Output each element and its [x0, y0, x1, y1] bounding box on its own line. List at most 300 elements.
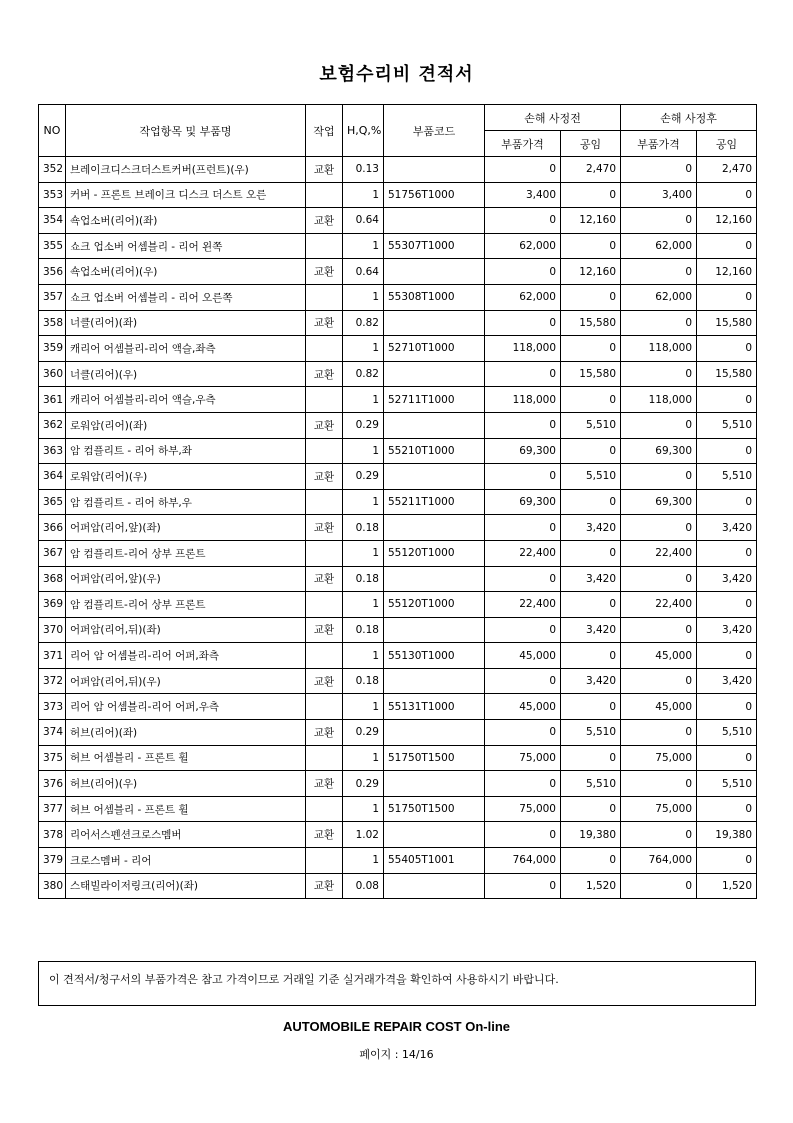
document-title: 보험수리비 견적서 [319, 64, 474, 85]
row-work: 교환 [306, 771, 343, 797]
row-after-labor: 0 [697, 592, 757, 618]
row-before-part-price: 0 [485, 873, 561, 899]
row-after-part-price: 0 [621, 464, 697, 490]
row-after-labor: 19,380 [697, 822, 757, 848]
row-before-labor: 3,420 [561, 566, 621, 592]
table-row [39, 387, 757, 413]
row-work [306, 694, 343, 720]
row-part-code: 55130T1000 [384, 643, 485, 669]
row-before-labor: 0 [561, 694, 621, 720]
row-no: 376 [39, 771, 66, 797]
row-work [306, 233, 343, 259]
row-item-name: 리어 암 어셈블리-리어 어퍼,좌측 [66, 643, 306, 669]
row-after-part-price: 45,000 [621, 643, 697, 669]
row-before-labor: 0 [561, 233, 621, 259]
row-no: 372 [39, 668, 66, 694]
row-after-part-price: 75,000 [621, 796, 697, 822]
row-before-labor: 5,510 [561, 464, 621, 490]
row-item-name: 캐리어 어셈블리-리어 액슬,좌측 [66, 336, 306, 362]
row-after-labor: 3,420 [697, 617, 757, 643]
row-before-part-price: 0 [485, 566, 561, 592]
row-before-part-price: 69,300 [485, 438, 561, 464]
row-no: 359 [39, 336, 66, 362]
row-after-part-price: 62,000 [621, 233, 697, 259]
row-before-labor: 0 [561, 387, 621, 413]
row-item-name: 어퍼암(리어,앞)(우) [66, 566, 306, 592]
row-after-labor: 3,420 [697, 515, 757, 541]
row-work: 교환 [306, 720, 343, 746]
row-after-labor: 0 [697, 796, 757, 822]
header-after-part-price: 부품가격 [621, 131, 697, 157]
row-before-labor: 3,420 [561, 668, 621, 694]
row-item-name: 로워암(리어)(좌) [66, 412, 306, 438]
row-item-name: 리어 암 어셈블리-리어 어퍼,우측 [66, 694, 306, 720]
table-row [39, 540, 757, 566]
row-after-labor: 0 [697, 643, 757, 669]
table-row [39, 412, 757, 438]
row-before-labor: 0 [561, 643, 621, 669]
row-item-name: 로워암(리어)(우) [66, 464, 306, 490]
row-after-part-price: 0 [621, 361, 697, 387]
row-before-labor: 0 [561, 336, 621, 362]
table-row [39, 464, 757, 490]
table-row [39, 566, 757, 592]
row-before-labor: 0 [561, 796, 621, 822]
row-work: 교환 [306, 515, 343, 541]
row-before-labor: 3,420 [561, 617, 621, 643]
row-no: 364 [39, 464, 66, 490]
row-before-labor: 2,470 [561, 157, 621, 183]
row-before-labor: 12,160 [561, 208, 621, 234]
row-after-labor: 0 [697, 284, 757, 310]
row-no: 357 [39, 284, 66, 310]
row-before-labor: 15,580 [561, 361, 621, 387]
row-after-labor: 0 [697, 540, 757, 566]
row-after-part-price: 764,000 [621, 848, 697, 874]
row-item-name: 어퍼암(리어,뒤)(좌) [66, 617, 306, 643]
row-item-name: 어퍼암(리어,뒤)(우) [66, 668, 306, 694]
row-after-labor: 1,520 [697, 873, 757, 899]
row-no: 356 [39, 259, 66, 285]
row-part-code: 55131T1000 [384, 694, 485, 720]
row-before-part-price: 45,000 [485, 643, 561, 669]
row-before-part-price: 22,400 [485, 540, 561, 566]
row-after-part-price: 3,400 [621, 182, 697, 208]
row-before-labor: 1,520 [561, 873, 621, 899]
row-part-code: 55120T1000 [384, 592, 485, 618]
row-work [306, 284, 343, 310]
table-row [39, 182, 757, 208]
row-after-part-price: 22,400 [621, 592, 697, 618]
row-after-labor: 0 [697, 387, 757, 413]
row-after-labor: 3,420 [697, 566, 757, 592]
row-after-part-price: 0 [621, 720, 697, 746]
table-row [39, 822, 757, 848]
table-row [39, 310, 757, 336]
row-before-labor: 0 [561, 438, 621, 464]
row-item-name: 커버 - 프론트 브레이크 디스크 더스트 오른 [66, 182, 306, 208]
row-part-code: 55307T1000 [384, 233, 485, 259]
row-after-labor: 0 [697, 336, 757, 362]
row-item-name: 너클(리어)(좌) [66, 310, 306, 336]
row-work: 교환 [306, 259, 343, 285]
row-work: 교환 [306, 157, 343, 183]
row-hq: 1 [343, 489, 384, 515]
table-row [39, 259, 757, 285]
row-before-labor: 0 [561, 182, 621, 208]
row-no: 377 [39, 796, 66, 822]
row-part-code: 55211T1000 [384, 489, 485, 515]
row-before-part-price: 22,400 [485, 592, 561, 618]
row-after-part-price: 0 [621, 259, 697, 285]
row-hq: 1 [343, 336, 384, 362]
row-before-part-price: 0 [485, 157, 561, 183]
row-before-part-price: 3,400 [485, 182, 561, 208]
row-item-name: 쇼크 업소버 어셈블리 - 리어 왼쪽 [66, 233, 306, 259]
table-row [39, 720, 757, 746]
row-work [306, 745, 343, 771]
row-part-code [384, 515, 485, 541]
row-hq: 0.13 [343, 157, 384, 183]
row-before-labor: 0 [561, 284, 621, 310]
row-item-name: 허브(리어)(우) [66, 771, 306, 797]
row-hq: 1 [343, 643, 384, 669]
row-before-part-price: 0 [485, 464, 561, 490]
row-item-name: 캐리어 어셈블리-리어 액슬,우측 [66, 387, 306, 413]
row-part-code [384, 361, 485, 387]
header-before-part-price: 부품가격 [485, 131, 561, 157]
table-row [39, 233, 757, 259]
row-part-code [384, 412, 485, 438]
row-hq: 1 [343, 233, 384, 259]
table-row [39, 796, 757, 822]
row-part-code [384, 873, 485, 899]
row-part-code [384, 566, 485, 592]
row-after-labor: 12,160 [697, 259, 757, 285]
row-part-code [384, 157, 485, 183]
row-after-part-price: 0 [621, 617, 697, 643]
row-item-name: 허브 어셈블리 - 프론트 휠 [66, 745, 306, 771]
row-hq: 1 [343, 182, 384, 208]
row-before-labor: 0 [561, 592, 621, 618]
row-work [306, 336, 343, 362]
row-item-name: 허브(리어)(좌) [66, 720, 306, 746]
table-row [39, 336, 757, 362]
row-before-part-price: 0 [485, 208, 561, 234]
row-after-labor: 5,510 [697, 771, 757, 797]
header-code: 부품코드 [384, 105, 485, 157]
row-after-labor: 5,510 [697, 412, 757, 438]
row-after-part-price: 118,000 [621, 387, 697, 413]
header-before-labor: 공임 [561, 131, 621, 157]
row-no: 367 [39, 540, 66, 566]
row-work [306, 848, 343, 874]
footer-brand: AUTOMOBILE REPAIR COST On-line [282, 1019, 511, 1034]
row-hq: 0.29 [343, 464, 384, 490]
row-after-labor: 15,580 [697, 361, 757, 387]
row-part-code [384, 668, 485, 694]
table-row [39, 694, 757, 720]
row-hq: 0.18 [343, 617, 384, 643]
row-no: 378 [39, 822, 66, 848]
row-before-labor: 0 [561, 745, 621, 771]
row-hq: 0.08 [343, 873, 384, 899]
row-part-code: 55210T1000 [384, 438, 485, 464]
row-item-name: 리어서스펜션크로스멤버 [66, 822, 306, 848]
row-after-labor: 12,160 [697, 208, 757, 234]
row-hq: 1 [343, 540, 384, 566]
row-no: 358 [39, 310, 66, 336]
table-row [39, 771, 757, 797]
row-hq: 0.18 [343, 566, 384, 592]
row-part-code: 51750T1500 [384, 745, 485, 771]
row-item-name: 쇽업소버(리어)(좌) [66, 208, 306, 234]
row-part-code [384, 822, 485, 848]
row-work: 교환 [306, 668, 343, 694]
row-no: 373 [39, 694, 66, 720]
row-part-code: 55405T1001 [384, 848, 485, 874]
table-row [39, 157, 757, 183]
row-before-part-price: 118,000 [485, 387, 561, 413]
row-before-part-price: 45,000 [485, 694, 561, 720]
row-hq: 0.64 [343, 259, 384, 285]
row-after-labor: 2,470 [697, 157, 757, 183]
row-before-part-price: 0 [485, 259, 561, 285]
row-part-code [384, 771, 485, 797]
row-item-name: 브레이크디스크더스트커버(프런트)(우) [66, 157, 306, 183]
row-before-labor: 15,580 [561, 310, 621, 336]
row-work: 교환 [306, 566, 343, 592]
row-work: 교환 [306, 464, 343, 490]
row-hq: 1 [343, 848, 384, 874]
row-after-labor: 0 [697, 438, 757, 464]
row-work [306, 489, 343, 515]
row-item-name: 스태빌라이저링크(리어)(좌) [66, 873, 306, 899]
row-work: 교환 [306, 617, 343, 643]
row-work: 교환 [306, 822, 343, 848]
row-after-labor: 0 [697, 745, 757, 771]
row-before-part-price: 75,000 [485, 796, 561, 822]
row-after-part-price: 0 [621, 208, 697, 234]
row-hq: 0.29 [343, 720, 384, 746]
row-part-code: 52711T1000 [384, 387, 485, 413]
row-after-part-price: 0 [621, 157, 697, 183]
row-work: 교환 [306, 310, 343, 336]
row-no: 353 [39, 182, 66, 208]
row-before-labor: 0 [561, 540, 621, 566]
table-row [39, 668, 757, 694]
row-after-labor: 0 [697, 233, 757, 259]
row-hq: 1 [343, 284, 384, 310]
row-hq: 0.64 [343, 208, 384, 234]
row-hq: 1 [343, 438, 384, 464]
row-work [306, 796, 343, 822]
row-hq: 0.82 [343, 310, 384, 336]
header-after: 손해 사정후 [621, 105, 757, 131]
row-work: 교환 [306, 412, 343, 438]
row-after-part-price: 0 [621, 771, 697, 797]
row-after-part-price: 45,000 [621, 694, 697, 720]
row-hq: 1 [343, 796, 384, 822]
row-part-code [384, 259, 485, 285]
row-before-part-price: 764,000 [485, 848, 561, 874]
table-row [39, 489, 757, 515]
row-no: 365 [39, 489, 66, 515]
row-hq: 1 [343, 387, 384, 413]
row-before-labor: 3,420 [561, 515, 621, 541]
row-no: 375 [39, 745, 66, 771]
table-row [39, 592, 757, 618]
row-no: 371 [39, 643, 66, 669]
row-hq: 1 [343, 745, 384, 771]
row-hq: 0.18 [343, 668, 384, 694]
row-before-labor: 5,510 [561, 720, 621, 746]
row-before-labor: 0 [561, 848, 621, 874]
row-item-name: 너클(리어)(우) [66, 361, 306, 387]
row-before-part-price: 62,000 [485, 284, 561, 310]
row-no: 366 [39, 515, 66, 541]
row-no: 368 [39, 566, 66, 592]
row-work [306, 387, 343, 413]
row-part-code [384, 208, 485, 234]
row-hq: 0.29 [343, 771, 384, 797]
row-work: 교환 [306, 208, 343, 234]
row-no: 369 [39, 592, 66, 618]
header-before: 손해 사정전 [485, 105, 621, 131]
header-hq: H,Q,% [343, 105, 384, 157]
table-row [39, 745, 757, 771]
table-row [39, 617, 757, 643]
row-work: 교환 [306, 873, 343, 899]
row-before-part-price: 0 [485, 822, 561, 848]
row-before-labor: 5,510 [561, 771, 621, 797]
row-after-part-price: 75,000 [621, 745, 697, 771]
row-no: 362 [39, 412, 66, 438]
row-item-name: 어퍼암(리어,앞)(좌) [66, 515, 306, 541]
row-no: 374 [39, 720, 66, 746]
row-after-labor: 0 [697, 489, 757, 515]
row-no: 379 [39, 848, 66, 874]
estimate-table [38, 104, 757, 899]
header-after-labor: 공임 [697, 131, 757, 157]
row-item-name: 쇽업소버(리어)(우) [66, 259, 306, 285]
row-item-name: 쇼크 업소버 어셈블리 - 리어 오른쪽 [66, 284, 306, 310]
row-work [306, 540, 343, 566]
row-before-part-price: 69,300 [485, 489, 561, 515]
row-work [306, 592, 343, 618]
row-part-code: 51756T1000 [384, 182, 485, 208]
row-after-part-price: 0 [621, 310, 697, 336]
row-part-code [384, 720, 485, 746]
row-before-part-price: 0 [485, 361, 561, 387]
row-after-part-price: 118,000 [621, 336, 697, 362]
row-item-name: 허브 어셈블리 - 프론트 휠 [66, 796, 306, 822]
row-part-code: 55308T1000 [384, 284, 485, 310]
row-after-labor: 5,510 [697, 720, 757, 746]
row-after-part-price: 0 [621, 412, 697, 438]
row-part-code [384, 617, 485, 643]
row-after-part-price: 62,000 [621, 284, 697, 310]
row-before-part-price: 0 [485, 771, 561, 797]
table-row [39, 515, 757, 541]
row-hq: 0.29 [343, 412, 384, 438]
row-after-labor: 0 [697, 694, 757, 720]
row-after-part-price: 0 [621, 566, 697, 592]
table-row [39, 284, 757, 310]
header-item: 작업항목 및 부품명 [66, 105, 306, 157]
row-before-part-price: 0 [485, 668, 561, 694]
row-no: 370 [39, 617, 66, 643]
row-before-labor: 19,380 [561, 822, 621, 848]
row-part-code [384, 310, 485, 336]
header-no: NO [39, 105, 66, 157]
row-work [306, 182, 343, 208]
row-item-name: 암 컴플리트 - 리어 하부,좌 [66, 438, 306, 464]
row-hq: 0.82 [343, 361, 384, 387]
row-work: 교환 [306, 361, 343, 387]
row-hq: 0.18 [343, 515, 384, 541]
row-after-part-price: 0 [621, 668, 697, 694]
row-before-part-price: 118,000 [485, 336, 561, 362]
row-after-part-price: 22,400 [621, 540, 697, 566]
row-item-name: 암 컴플리트-리어 상부 프론트 [66, 592, 306, 618]
row-before-part-price: 0 [485, 310, 561, 336]
row-before-part-price: 75,000 [485, 745, 561, 771]
row-no: 355 [39, 233, 66, 259]
row-before-part-price: 0 [485, 412, 561, 438]
row-item-name: 암 컴플리트-리어 상부 프론트 [66, 540, 306, 566]
row-hq: 1.02 [343, 822, 384, 848]
row-after-part-price: 69,300 [621, 489, 697, 515]
table-row [39, 873, 757, 899]
row-item-name: 암 컴플리트 - 리어 하부,우 [66, 489, 306, 515]
table-row [39, 361, 757, 387]
row-part-code [384, 464, 485, 490]
row-no: 380 [39, 873, 66, 899]
table-row [39, 643, 757, 669]
row-after-part-price: 0 [621, 515, 697, 541]
row-part-code: 55120T1000 [384, 540, 485, 566]
row-no: 354 [39, 208, 66, 234]
row-part-code: 51750T1500 [384, 796, 485, 822]
table-row [39, 208, 757, 234]
table-row [39, 438, 757, 464]
row-after-labor: 5,510 [697, 464, 757, 490]
table-header [39, 105, 757, 157]
row-after-labor: 0 [697, 848, 757, 874]
row-before-part-price: 0 [485, 617, 561, 643]
row-item-name: 크로스멤버 - 리어 [66, 848, 306, 874]
row-hq: 1 [343, 592, 384, 618]
row-work [306, 438, 343, 464]
row-no: 352 [39, 157, 66, 183]
row-no: 363 [39, 438, 66, 464]
row-after-labor: 0 [697, 182, 757, 208]
row-after-labor: 15,580 [697, 310, 757, 336]
row-work [306, 643, 343, 669]
row-after-part-price: 69,300 [621, 438, 697, 464]
row-before-labor: 0 [561, 489, 621, 515]
row-after-labor: 3,420 [697, 668, 757, 694]
row-before-part-price: 62,000 [485, 233, 561, 259]
price-notice: 이 견적서/청구서의 부품가격은 참고 가격이므로 거래일 기준 실거래가격을 확인하여 사용하시기 바랍니다. [38, 961, 756, 1006]
page-number: 페이지 : 14/16 [359, 1048, 434, 1061]
row-after-part-price: 0 [621, 822, 697, 848]
row-no: 361 [39, 387, 66, 413]
table-row [39, 848, 757, 874]
row-part-code: 52710T1000 [384, 336, 485, 362]
row-before-part-price: 0 [485, 515, 561, 541]
